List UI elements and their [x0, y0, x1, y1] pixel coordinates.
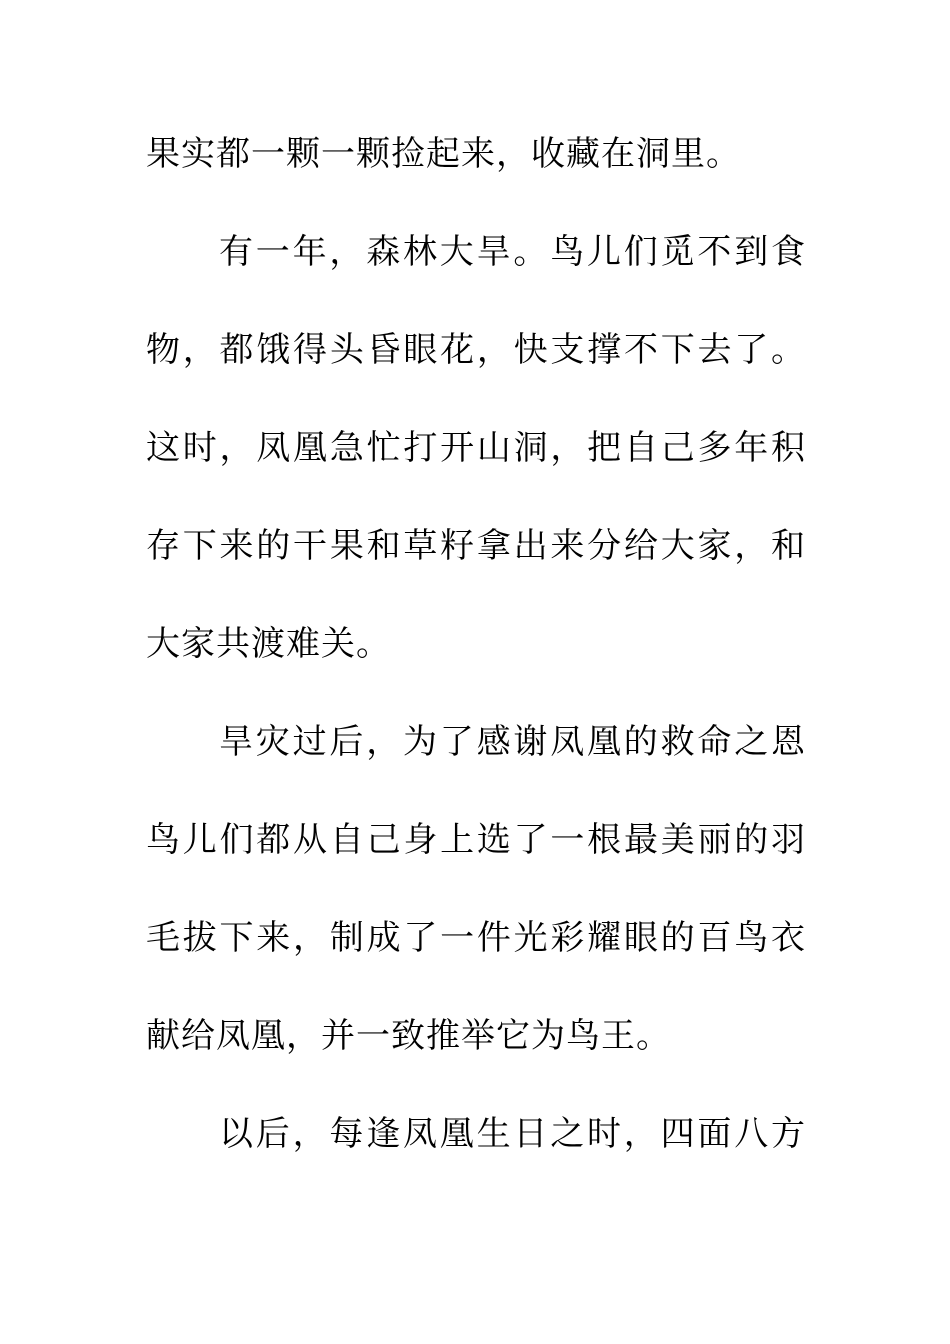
story-text — [146, 124, 806, 1202]
text-line-10: 献给凤凰，并一致推举它为鸟王。 — [146, 1016, 671, 1056]
text-line-4: 这时，凤凰急忙打开山洞，把自己多年积 — [146, 428, 806, 468]
text-line-7: 旱灾过后，为了感谢凤凰的救命之恩 — [219, 722, 806, 762]
text-line-1: 果实都一颗一颗捡起来，收藏在洞里。 — [146, 134, 741, 174]
text-line-9: 毛拔下来，制成了一件光彩耀眼的百鸟衣 — [146, 918, 806, 958]
text-line-2: 有一年，森林大旱。鸟儿们觅不到食 — [219, 232, 806, 272]
text-line-8: 鸟儿们都从自己身上选了一根最美丽的羽 — [146, 820, 806, 860]
text-line-11: 以后，每逢凤凰生日之时，四面八方 — [219, 1114, 806, 1154]
text-line-6: 大家共渡难关。 — [146, 624, 391, 664]
text-line-3: 物，都饿得头昏眼花，快支撑不下去了。 — [146, 330, 806, 370]
text-line-5: 存下来的干果和草籽拿出来分给大家，和 — [146, 526, 806, 566]
